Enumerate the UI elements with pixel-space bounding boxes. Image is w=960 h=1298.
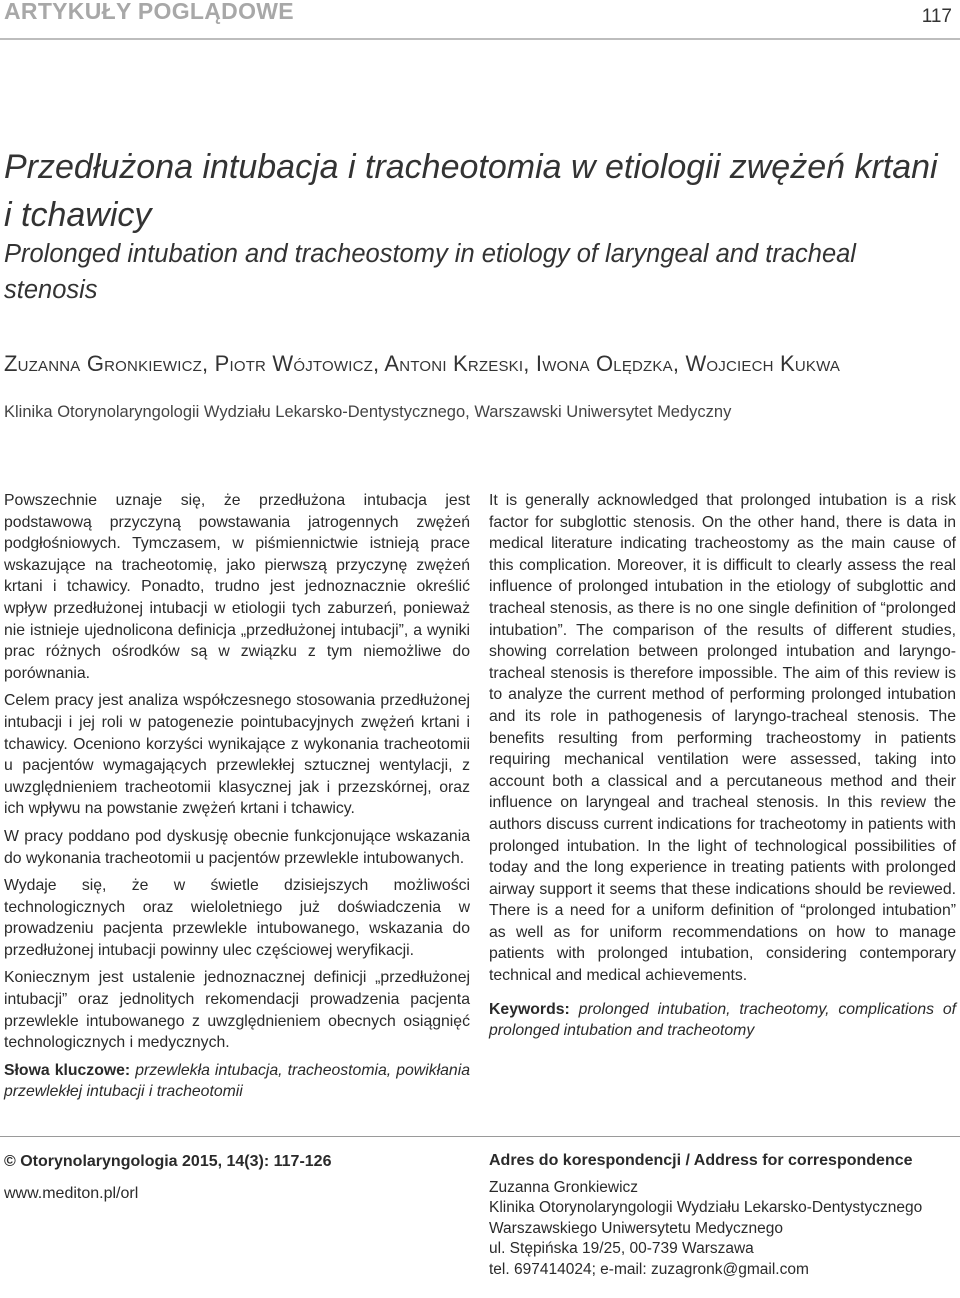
abstract-pl-paragraph: Wydaje się, że w świetle dzisiejszych możliwości technologicznych oraz wieloletniego już doświadczenia w prowadzeniu pacjenta przewlekle intubowanego, wskazania do przedłużonej intubacji powinny ulec częściowej weryfikacji. (4, 877, 470, 959)
abstract-pl-paragraph: Celem pracy jest analiza współczesnego stosowania przedłużonej intubacji i jej roli w patogenezie pointubacyjnych zwężeń krtani i tchawicy. Oceniono korzyści wynikające z wykonania tracheotomii u pacjentów wymagających przewlekłej sztucznej wentylacji, z uwzględnieniem tracheotomii klasycznej jak i przezskórnej, oraz ich wpływu na powstanie zwężeń krtani i tchawicy. (4, 692, 470, 818)
abstract-en-paragraph: It is generally acknowledged that prolonged intubation is a risk factor for subglottic stenosis. On the other hand, there is data in medical literature indicating tracheostomy as the main cause of this complication. Moreover, it is difficult to clearly assess the real influence of prolonged intubation in the etiology of subglottic and tracheal stenosis, as there is no one single definition of “prolonged intubation”. The comparison of the results of different studies, showing correlation between prolonged intubation and laryngo-tracheal stenosis is therefore impossible. The aim of this review is to analyze the current method of performing prolonged intubation and its role in pathogenesis of laryngo-tracheal stenosis. The benefits resulting from performing tracheostomy in patients requiring mechanical ventilation were assessed, taking into account both a classical and a percutaneous method and their influence on laryngeal and tracheal stenosis. In this review the authors discuss current indications for tracheotomy in patients with prolonged intubation. In the light of technological possibilities of today and the long experience in treating patients with prolonged airway support it seems that these indications should be reviewed. There is a need for a uniform definition of “prolonged intubation” as well as for uniform recommendations on how to manage patients with prolonged intubation, considering contemporary technical and medical achievements. (489, 492, 956, 985)
abstract-pl-paragraph: W pracy poddano pod dyskusję obecnie funkcjonujące wskazania do wykonania tracheotomii u pacjentów przewlekle intubowanych. (4, 827, 470, 867)
correspondence-line: tel. 697414024; e-mail: zuzagronk@gmail.com (489, 1260, 809, 1278)
abstract-pl-paragraph: Powszechnie uznaje się, że przedłużona intubacja jest podstawową przyczyną powstawania jatrogennych zwężeń podgłośniowych. Tymczasem, w piśmiennictwie istnieją prace wskazujące na tracheotomię, jako pierwszą przyczynę zwężeń krtani i tchawicy. Ponadto, trudno jest jednoznacznie określić wpływ przedłużonej intubacji w etiologii tych zaburzeń, ponieważ nie istnieje ujednolicona definicja „przedłużonej intubacji”, a wyniki prac różnych ośrodków są w związku z tym niemożliwe do porównania. (4, 492, 470, 682)
correspondence-heading: Adres do korespondencji / Address for correspondence (489, 1152, 913, 1169)
keywords-english (489, 999, 956, 1042)
authors: Zuzanna Gronkiewicz, Piotr Wójtowicz, Antoni Krzeski, Iwona Olędzka, Wojciech Kukwa (4, 351, 841, 376)
abstract-pl-paragraph: Koniecznym jest ustalenie jednoznacznej definicji „przedłużonej intubacji” oraz jednolitych rekomendacji prowadzenia pacjenta przewlekle intubowanego z uwzględnieniem obecnych osiągnięć technologicznych i medycznych. (4, 969, 470, 1052)
journal-info (4, 1151, 474, 1205)
keywords-en-text: prolonged intubation, tracheotomy, complications of prolonged intubation and tracheotomy (489, 1000, 956, 1040)
keywords-pl-label: Słowa kluczowe: (4, 1061, 131, 1079)
header-divider (0, 38, 960, 40)
correspondence-line: Warszawskiego Uniwersytetu Medycznego (489, 1219, 784, 1237)
abstract-english (489, 490, 956, 1048)
journal-url-link[interactable]: www.mediton.pl/orl (4, 1185, 139, 1202)
affiliation: Klinika Otorynolaryngologii Wydziału Lekarsko-Dentystycznego, Warszawski Uniwersytet Medyczny (4, 403, 732, 421)
title-english: Prolonged intubation and tracheostomy in etiology of laryngeal and tracheal stenosis (4, 240, 856, 304)
correspondence-block (489, 1151, 957, 1280)
keywords-pl-text: przewlekła intubacja, tracheostomia, powikłania przewlekłej intubacji i tracheotomii (4, 1061, 470, 1101)
abstract-polish (4, 490, 470, 1109)
correspondence-line: ul. Stępińska 19/25, 00-739 Warszawa (489, 1240, 754, 1257)
correspondence-line: Zuzanna Gronkiewicz (489, 1178, 639, 1196)
section-label: ARTYKUŁY POGLĄDOWE (4, 0, 294, 24)
correspondence-line: Klinika Otorynolaryngologii Wydziału Lekarsko-Dentystycznego (489, 1199, 923, 1216)
keywords-polish (4, 1060, 470, 1103)
title-polish: Przedłużona intubacja i tracheotomia w etiologii zwężeń krtani i tchawicy (4, 148, 938, 234)
keywords-en-label: Keywords: (489, 1000, 570, 1018)
journal-citation: © Otorynolaryngologia 2015, 14(3): 117-126 (4, 1153, 332, 1170)
page-number: 117 (921, 6, 952, 27)
footer-divider (0, 1136, 960, 1137)
